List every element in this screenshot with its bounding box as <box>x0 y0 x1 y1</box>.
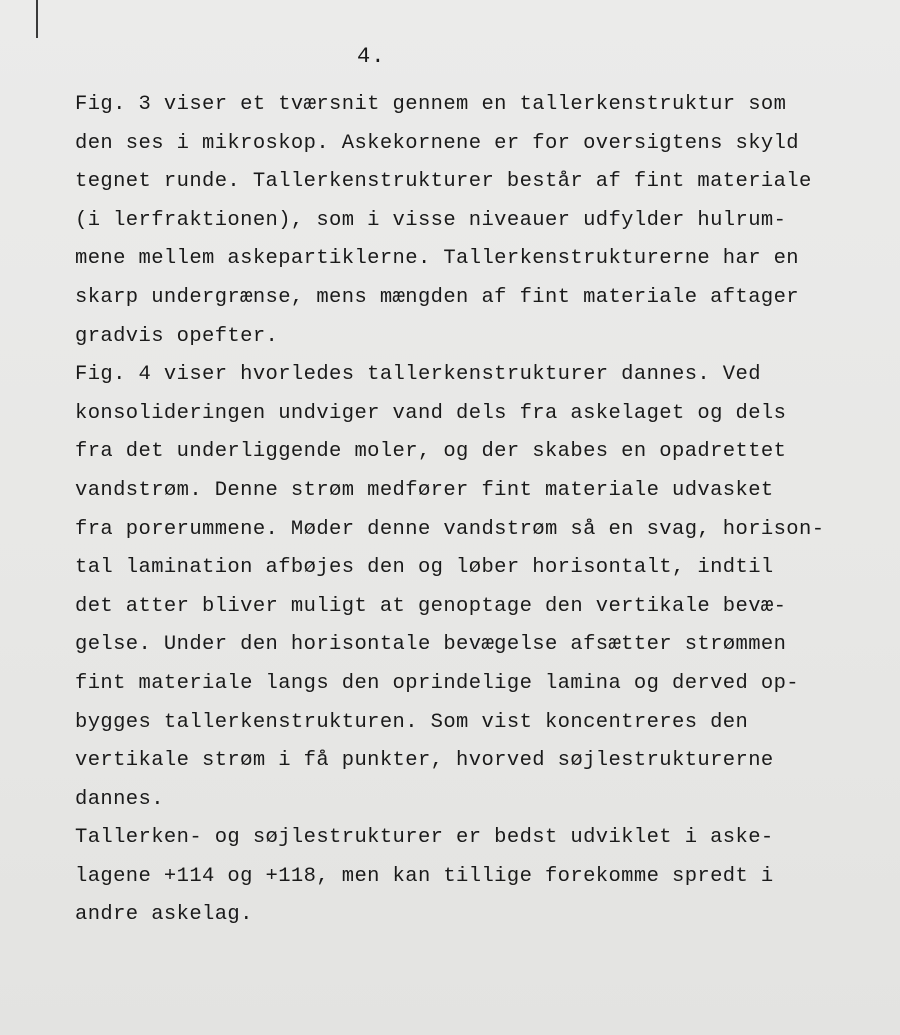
text-line: bygges tallerkenstrukturen. Som vist koncentreres den <box>75 710 749 734</box>
text-line: konsolideringen undviger vand dels fra askelaget og dels <box>75 401 787 425</box>
margin-mark <box>36 0 38 38</box>
text-line: gelse. Under den horisontale bevægelse afsætter strømmen <box>75 633 787 657</box>
text-line: tal lamination afbøjes den og løber horisontalt, indtil <box>75 556 774 580</box>
text-line: andre askelag. <box>75 903 253 927</box>
text-line: gradvis opefter. <box>75 324 279 348</box>
page-number: 4. <box>357 44 386 69</box>
text-line: Tallerken- og søjlestrukturer er bedst udviklet i aske- <box>75 826 774 850</box>
text-line: dannes. <box>75 787 164 811</box>
text-line: det atter bliver muligt at genoptage den vertikale bevæ- <box>75 594 787 618</box>
text-line: fra det underliggende moler, og der skabes en opadrettet <box>75 440 787 464</box>
text-line: skarp undergrænse, mens mængden af fint materiale aftager <box>75 285 800 309</box>
text-line: den ses i mikroskop. Askekornene er for oversigtens skyld <box>75 131 800 155</box>
text-line: Fig. 4 viser hvorledes tallerkenstrukturer dannes. Ved <box>75 363 761 387</box>
text-line: vandstrøm. Denne strøm medfører fint materiale udvasket <box>75 478 774 502</box>
text-line: (i lerfraktionen), som i visse niveauer udfylder hulrum- <box>75 208 787 232</box>
text-line: fint materiale langs den oprindelige lamina og derved op- <box>75 671 800 695</box>
text-line: fra porerummene. Møder denne vandstrøm så en svag, horison- <box>75 517 825 541</box>
text-line: vertikale strøm i få punkter, hvorved søjlestrukturerne <box>75 749 774 773</box>
text-line: mene mellem askepartiklerne. Tallerkenstrukturerne har en <box>75 247 800 271</box>
body-text <box>75 86 865 935</box>
text-line: Fig. 3 viser et tværsnit gennem en tallerkenstruktur som <box>75 93 787 116</box>
text-line: tegnet runde. Tallerkenstrukturer består af fint materiale <box>75 170 812 194</box>
text-line: lagene +114 og +118, men kan tillige forekomme spredt i <box>75 864 774 888</box>
